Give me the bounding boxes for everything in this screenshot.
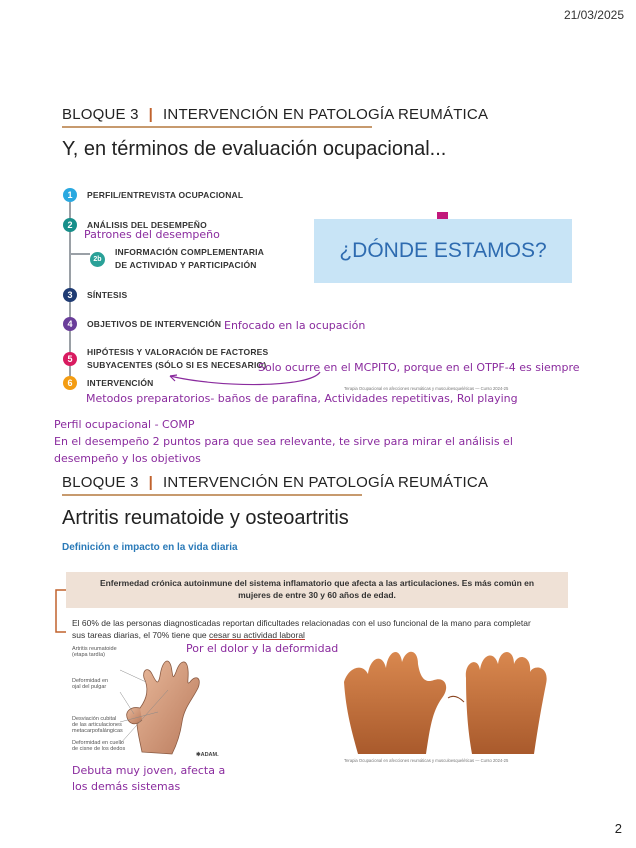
definition-box: [66, 572, 568, 608]
step-label: SÍNTESIS: [87, 290, 128, 300]
step-label: PERFIL/ENTREVISTA OCUPACIONAL: [87, 190, 244, 200]
step-6: [63, 376, 153, 390]
where-are-we-box: [314, 219, 572, 283]
definition-line: Enfermedad crónica autoinmune del sistema inflamatorio que afecta a las articulaciones. Es más común en: [99, 578, 535, 589]
slide2-header: [62, 474, 488, 491]
header-rule: [62, 126, 372, 128]
page-number: 2: [614, 821, 622, 836]
step-label-line: DE ACTIVIDAD Y PARTICIPACIÓN: [115, 260, 257, 271]
slide2-credit: Terapia Ocupacional en afecciones reumáticas y musculoesqueléticas — Curso 2024-25: [344, 758, 509, 763]
ra-hands-photo: [338, 628, 576, 756]
step-number: 2b: [90, 252, 105, 267]
diagram-label: Desviación cubital de las articulaciones metacarpofalángicas: [72, 716, 123, 735]
note-dolor: Por el dolor y la deformidad: [186, 642, 339, 655]
ra-hand-diagram: [72, 642, 232, 762]
stat-underlined: cesar su actividad laboral: [209, 630, 305, 641]
header-separator: |: [148, 106, 154, 123]
definition-line: mujeres de entre 30 y 60 años de edad.: [238, 590, 396, 600]
bloque-label: BLOQUE 3: [62, 106, 139, 123]
topic-label: INTERVENCIÓN EN PATOLOGÍA REUMÁTICA: [163, 474, 489, 491]
stat-line: El 60% de las personas diagnosticadas reportan dificultades relacionadas con el uso funcional de la mano para completar: [72, 618, 531, 628]
note-desempeno-2: desempeño y los objetivos: [54, 452, 201, 465]
bloque-label: BLOQUE 3: [62, 474, 139, 491]
header-separator: |: [148, 474, 154, 491]
note-perfil: Perfil ocupacional - COMP: [54, 418, 195, 431]
stat-text: sus tareas diarias, el 70% tiene que: [72, 630, 210, 641]
definition-subtitle: Definición e impacto en la vida diaria: [62, 542, 238, 553]
note-enfocado: Enfocado en la ocupación: [224, 319, 366, 332]
slide1-header: [62, 106, 488, 123]
step-label: OBJETIVOS DE INTERVENCIÓN: [87, 319, 222, 329]
step-label: INTERVENCIÓN: [87, 378, 154, 388]
step-number: 1: [63, 188, 77, 202]
note-mcpito: Solo ocurre en el MCPITO, porque en el OTPF-4 es siempre: [258, 361, 580, 374]
step-2b: [90, 246, 264, 272]
step-number: 4: [63, 317, 77, 331]
bracket-connector: [52, 588, 72, 634]
step-4: [63, 317, 221, 331]
substep-connector: [70, 253, 90, 255]
date: 21/03/2025: [563, 8, 624, 22]
step-1: [63, 188, 243, 202]
note-patrones: Patrones del desempeño: [84, 228, 220, 241]
step-number: 6: [63, 376, 77, 390]
note-debuta-1: Debuta muy joven, afecta a: [72, 764, 226, 777]
step-label-line: SUBYACENTES (SÓLO SI ES NECESARIO): [87, 360, 267, 371]
step-number: 5: [63, 352, 77, 366]
step-label-line: INFORMACIÓN COMPLEMENTARIA: [115, 247, 265, 257]
note-metodos: Metodos preparatorios- baños de parafina, Actividades repetitivas, Rol playing: [86, 392, 518, 405]
diagram-label: Deformidad en cuello de cisne de los dedos: [72, 740, 126, 753]
slide2-title: Artritis reumatoide y osteoartritis: [62, 507, 349, 529]
adam-logo: ✱ADAM.: [196, 752, 219, 758]
topic-label: INTERVENCIÓN EN PATOLOGÍA REUMÁTICA: [163, 106, 489, 123]
hands-photo-illustration: [338, 628, 576, 756]
slide1-credit: Terapia Ocupacional en afecciones reumáticas y musculoesqueléticas — Curso 2024-25: [344, 386, 509, 391]
diagram-label: Deformidad en ojal del pulgar: [72, 678, 109, 691]
note-debuta-2: los demás sistemas: [72, 780, 181, 793]
diagram-label: Artritis reumatoide (etapa tardía): [72, 646, 117, 659]
step-number: 3: [63, 288, 77, 302]
step-label-line: HIPÓTESIS Y VALORACIÓN DE FACTORES: [87, 347, 269, 357]
where-are-we-text: ¿DÓNDE ESTAMOS?: [339, 239, 547, 262]
step-label: [115, 246, 264, 272]
step-number: 2: [63, 218, 77, 232]
note-desempeno-1: En el desempeño 2 puntos para que sea relevante, te sirve para mirar el análisis el: [54, 435, 513, 448]
slide1-title: Y, en términos de evaluación ocupacional...: [62, 138, 447, 160]
header-rule: [62, 494, 362, 496]
annotation-arrow: [160, 366, 330, 392]
step-3: [63, 288, 127, 302]
step-label: ANÁLISIS DEL DESEMPEÑO: [87, 220, 207, 230]
